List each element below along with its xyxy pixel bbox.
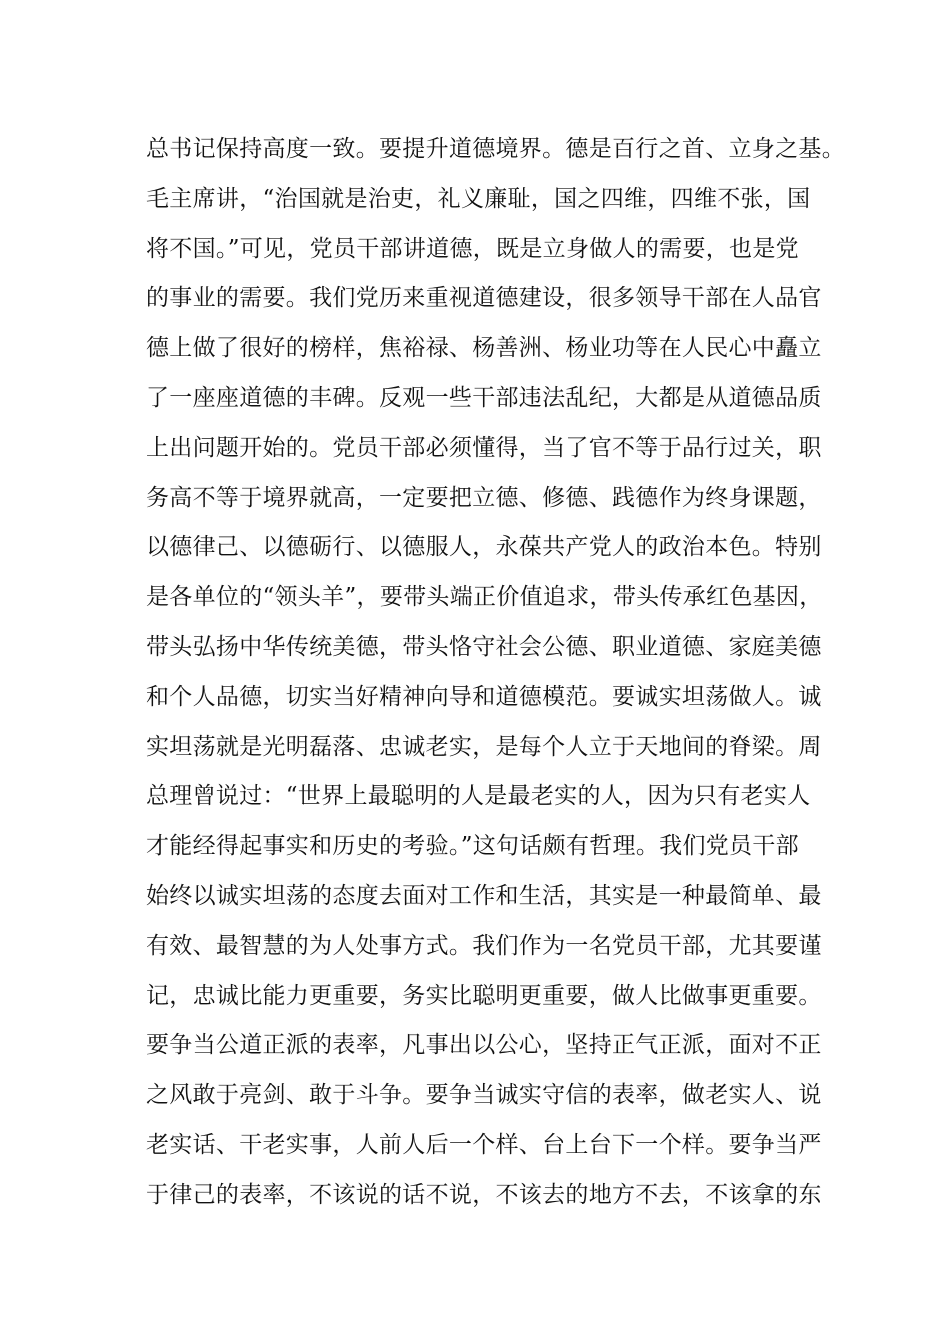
text-line: 要争当公道正派的表率，凡事出以公心，坚持正气正派，面对不正 — [146, 1032, 822, 1059]
text-line: 总书记保持高度一致。要提升道德境界。德是百行之首、立身之基。 — [146, 136, 845, 162]
text-line: 务高不等于境界就高，一定要把立德、修德、践德作为终身课题， — [146, 484, 822, 511]
text-line: 记，忠诚比能力更重要，务实比聪明更重要，做人比做事更重要。 — [146, 982, 822, 1009]
text-line: 德上做了很好的榜样，焦裕禄、杨善洲、杨业功等在人民心中矗立 — [146, 335, 822, 362]
text-line: 总理曾说过：“世界上最聪明的人是最老实的人，因为只有老实人 — [146, 783, 811, 810]
text-line: 实坦荡就是光明磊落、忠诚老实，是每个人立于天地间的脊梁。周 — [146, 733, 822, 760]
text-line: 带头弘扬中华传统美德，带头恪守社会公德、职业道德、家庭美德 — [146, 633, 822, 660]
text-line: 以德律己、以德砺行、以德服人，永葆共产党人的政治本色。特别 — [146, 534, 822, 561]
text-line: 将不国。”可见，党员干部讲道德，既是立身做人的需要，也是党 — [146, 235, 799, 262]
text-line: 的事业的需要。我们党历来重视道德建设，很多领导干部在人品官 — [146, 285, 822, 312]
text-line: 始终以诚实坦荡的态度去面对工作和生活，其实是一种最简单、最 — [146, 882, 822, 909]
text-line: 于律己的表率，不该说的话不说，不该去的地方不去，不该拿的东 — [146, 1181, 822, 1208]
text-line: 了一座座道德的丰碑。反观一些干部违法乱纪，大都是从道德品质 — [146, 384, 822, 411]
text-line: 之风敢于亮剑、敢于斗争。要争当诚实守信的表率，做老实人、说 — [146, 1082, 822, 1109]
text-line: 毛主席讲，“治国就是治吏，礼义廉耻，国之四维，四维不张，国 — [146, 185, 811, 212]
text-line: 才能经得起事实和历史的考验。”这句话颇有哲理。我们党员干部 — [146, 833, 799, 860]
body-text — [146, 130, 845, 1226]
text-line: 老实话、干老实事，人前人后一个样、台上台下一个样。要争当严 — [146, 1131, 822, 1158]
text-line: 有效、最智慧的为人处事方式。我们作为一名党员干部，尤其要谨 — [146, 932, 822, 959]
text-line: 和个人品德，切实当好精神向导和道德模范。要诚实坦荡做人。诚 — [146, 683, 822, 710]
text-line: 是各单位的“领头羊”，要带头端正价值追求，带头传承红色基因， — [146, 584, 823, 611]
text-line: 上出问题开始的。党员干部必须懂得，当了官不等于品行过关，职 — [146, 434, 822, 461]
